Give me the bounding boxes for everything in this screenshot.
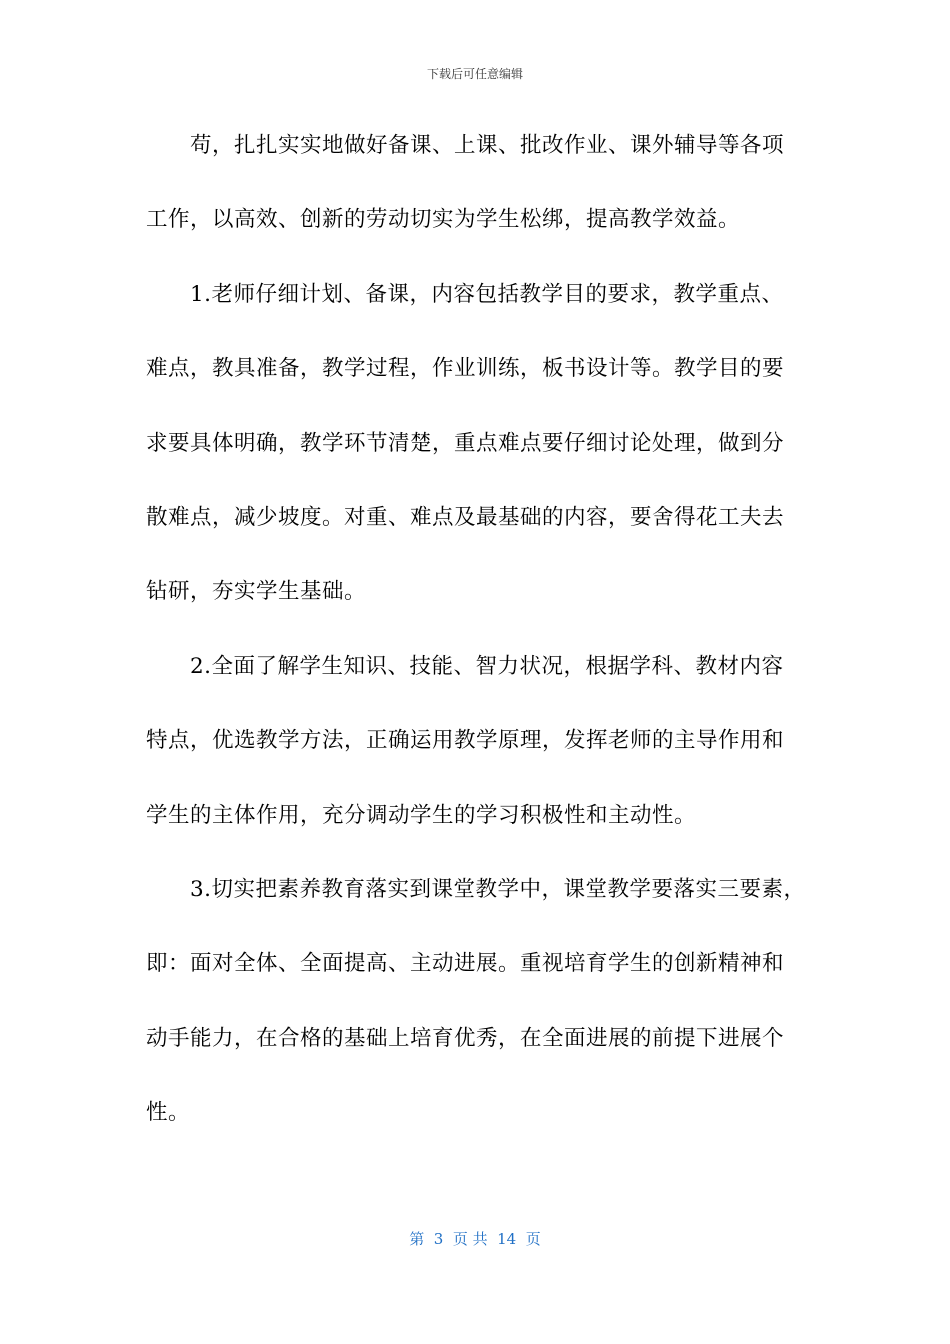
text-line: 求要具体明确，教学环节清楚，重点难点要仔细讨论处理，做到分: [146, 430, 785, 456]
document-body: [146, 126, 806, 1167]
page-footer: [0, 1229, 950, 1249]
text-line: 苟，扎扎实实地做好备课、上课、批改作业、课外辅导等各项: [190, 133, 785, 158]
text-line: 3.切实把素养教育落实到课堂教学中，课堂教学要落实三要素，: [190, 876, 806, 902]
text-line: 散难点，减少坡度。对重、难点及最基础的内容，要舍得花工夫去: [146, 504, 785, 530]
text-line: 性。: [146, 1100, 191, 1126]
text-line: 特点，优选教学方法，正确运用教学原理，发挥老师的主导作用和: [146, 728, 785, 754]
text-line: 学生的主体作用，充分调动学生的学习积极性和主动性。: [146, 802, 697, 828]
text-line: 工作，以高效、创新的劳动切实为学生松绑，提高教学效益。: [146, 207, 741, 233]
text-line: 动手能力，在合格的基础上培育优秀，在全面进展的前提下进展个: [146, 1025, 785, 1051]
text-line: 钻研，夯实学生基础。: [146, 579, 367, 605]
text-line: 即：面对全体、全面提高、主动进展。重视培育学生的创新精神和: [146, 951, 785, 977]
text-line: 难点，教具准备，教学过程，作业训练，板书设计等。教学目的要: [146, 356, 785, 382]
page-number-label: 第 3 页 共 14 页: [409, 1230, 541, 1248]
text-line: 1.老师仔细计划、备课，内容包括教学目的要求，教学重点、: [190, 281, 784, 307]
text-line: 2.全面了解学生知识、技能、智力状况，根据学科、教材内容: [190, 653, 784, 679]
page-header: 下载后可任意编辑: [426, 67, 523, 81]
